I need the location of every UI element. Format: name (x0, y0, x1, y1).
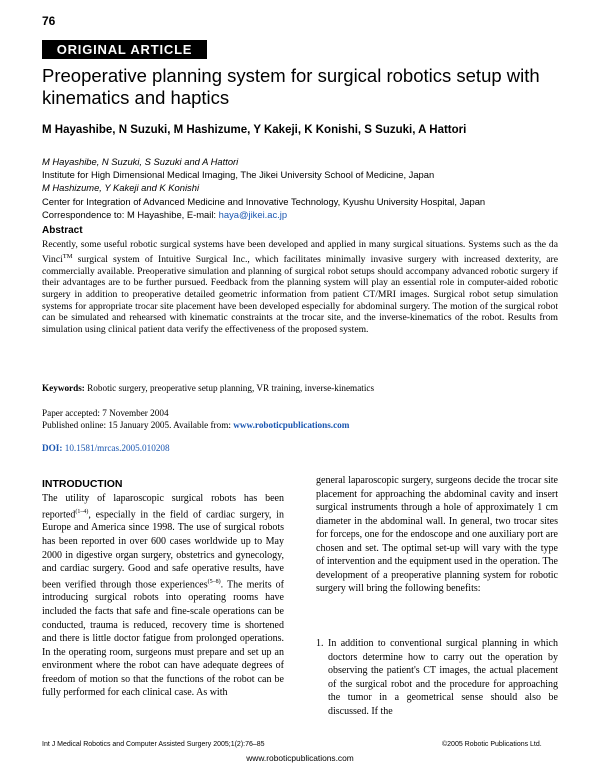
correspondence-label: Correspondence to: M Hayashibe, E-mail: (42, 208, 219, 220)
citation-ref-2: (5–8) (207, 578, 221, 585)
introduction-heading: INTRODUCTION (42, 478, 123, 490)
doi-label: DOI: (42, 443, 63, 453)
citation-ref-1: (1–4) (75, 508, 89, 515)
list-item-text: In addition to conventional surgical planning in which doctors determine how to carry out the operation by observing the patient's CT images, the actual placement of the surgical robot and the procedure for approaching the tumor in a geometrical sense should also be discussed. If the (328, 638, 558, 717)
doi-link[interactable]: 10.1581/mrcas.2005.010208 (62, 443, 170, 453)
intro-text-c: . The merits of introducing surgical robots into operating rooms have included the facts that safe and fine-scale operations can be conducted, trauma is reduced, recovery time is shortened and there is little doctor fatigue from prolonged operations. In the operating room, surgeons must prepare and set up an environment where the robot can have adequate degrees of freedom of motion so that the functions of the robot can be fully performed for each clinical case. As with (42, 578, 284, 699)
affiliation-institution-2: Center for Integration of Advanced Medicine and Innovative Technology, Kyushu University Hospital, Japan (42, 195, 486, 207)
list-item (316, 637, 558, 718)
footer-copyright: ©2005 Robotic Publications Ltd. (442, 741, 542, 748)
abstract-part-2: surgical system of Intuitive Surgical Inc., which facilitates minimally invasive surgery with increased dexterity, are commercially available. Preoperative simulation and planning of surgical robot setups should accompany advanced robotic surgery if their advantages are to be further pursued. Feedback from the planning system will play an essential role in computer-aided robotic surgery in addition to preoperative detailed geometric information from patient CT/MRI images. Surgical robot setup simulation systems for appropriate trocar site placement have been developed especially for abdominal surgery. The motion of the surgical robot can be simulated and rehearsed with kinematic constraints at the trocar site, and the inverse-kinematics of the robot. Results from simulation using clinical patient data verify the effectiveness of the proposed system. (42, 253, 558, 336)
page-number: 76 (42, 14, 56, 28)
affiliation-institution-1: Institute for High Dimensional Medical Imaging, The Jikei University School of Medicine, Japan (42, 169, 435, 181)
trademark-mark: TM (62, 252, 73, 260)
footer-url[interactable]: www.roboticpublications.com (246, 753, 354, 763)
article-title: Preoperative planning system for surgical robotics setup with kinematics and haptics (42, 65, 540, 108)
date-published (42, 420, 349, 430)
intro-text-a: The utility of laparoscopic surgical robots has been reported (42, 493, 284, 520)
keywords (42, 383, 558, 393)
email-link[interactable]: haya@jikei.ac.jp (218, 208, 288, 220)
keywords-text: Robotic surgery, preoperative setup planning, VR training, inverse-kinematics (84, 383, 375, 393)
doi (42, 443, 170, 453)
affiliation-names-2: M Hashizume, Y Kakeji and K Konishi (42, 182, 200, 194)
affiliations (42, 155, 572, 221)
date-accepted: Paper accepted: 7 November 2004 (42, 408, 169, 418)
abstract-part-1: Recently, some useful robotic surgical systems have been developed and applied in many surgical situations. Systems such as the da Vinci (42, 239, 558, 265)
correspondence (42, 208, 572, 221)
abstract-heading: Abstract (42, 225, 83, 236)
author-list: M Hayashibe, N Suzuki, M Hashizume, Y Kakeji, K Konishi, S Suzuki, A Hattori (42, 124, 467, 136)
footer-journal: Int J Medical Robotics and Computer Assisted Surgery 2005;1(2):76–85 (42, 741, 265, 748)
section-label: ORIGINAL ARTICLE (42, 40, 207, 59)
abstract-text (42, 239, 558, 336)
publisher-link[interactable]: www.roboticpublications.com (233, 420, 350, 430)
list-number: 1. (316, 638, 324, 649)
intro-text-b: , especially in the field of cardiac surgery, in Europe and America since 1998. The use of surgical robots has been reported in over 600 cases worldwide up to May 2000 in digestive organ surgery, obstetrics and gynecology, and cardiac surgery. Good and safe operative results, have been verified through those experiences (42, 508, 284, 590)
published-prefix: Published online: 15 January 2005. Available from: (42, 420, 234, 430)
intro-left-column (42, 492, 284, 700)
intro-right-column: general laparoscopic surgery, surgeons decide the trocar site placement for approaching the abdominal cavity and insert surgical instruments through a hole of approximately 1 cm diameter in the abdominal wall. In general, two trocar sites for forceps, one for the endoscope and one auxiliary port are chosen and set. The optimal set-up will vary with the type of intervention and the equipment used in the operation. The development of a preoperative planning system for robotic surgery will bring the following benefits: (316, 475, 558, 595)
affiliation-names-1: M Hayashibe, N Suzuki, S Suzuki and A Hattori (42, 156, 239, 167)
keywords-label: Keywords: (42, 383, 85, 393)
